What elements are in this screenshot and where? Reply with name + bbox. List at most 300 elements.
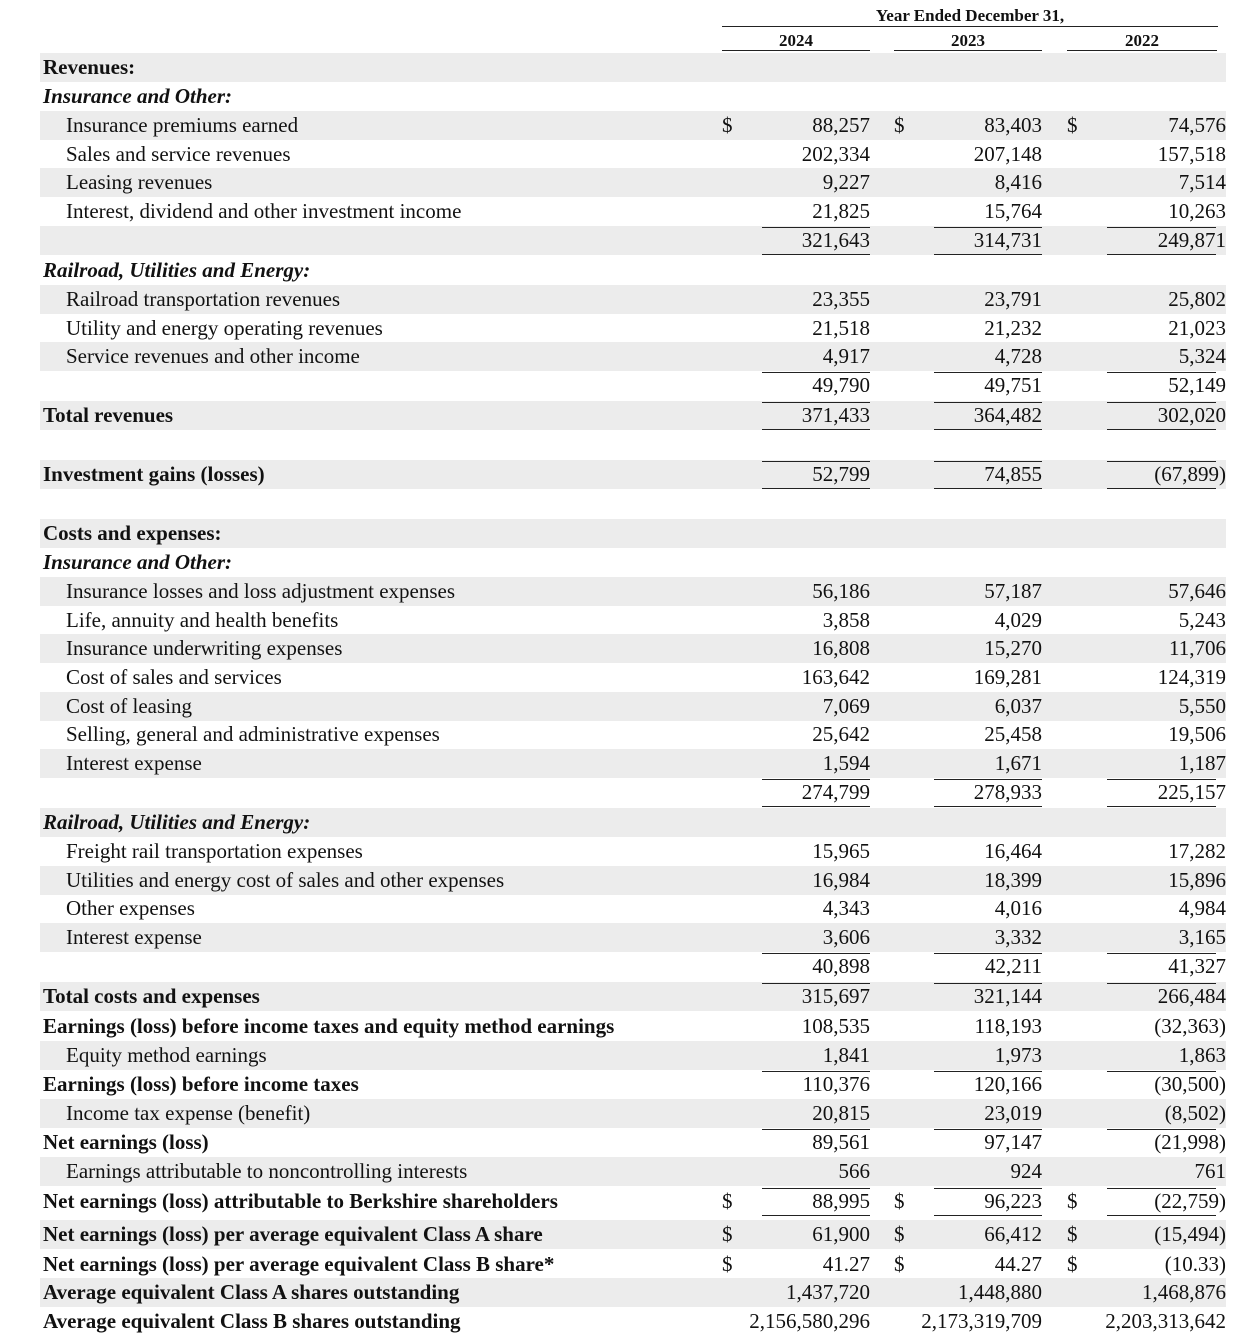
value-cell-2024 [722,256,870,285]
row-label: Life, annuity and health benefits [66,608,339,632]
rule-line [762,806,870,807]
row-value: 49,790 [812,373,870,397]
row-value: 315,697 [801,984,870,1008]
statement-row [40,1157,1226,1186]
value-cell-2024 [722,82,870,111]
statement-row [40,692,1226,721]
value-cell-2024 [722,490,870,519]
currency-symbol: $ [1067,113,1078,137]
value-cell-2023 [894,285,1042,314]
value-cell-2022 [1067,749,1226,778]
rule-line [762,461,870,462]
row-value: 18,399 [984,868,1042,892]
statement-row [40,952,1226,981]
row-value: 88,995 [812,1189,870,1213]
rule-line [762,372,870,373]
row-label: Costs and expenses: [43,521,222,545]
row-value: 4,917 [822,344,870,368]
row-value: 74,855 [984,462,1042,486]
value-cell-2023 [894,197,1042,226]
row-label: Insurance losses and loss adjustment expenses [66,579,456,603]
value-cell-2022 [1067,430,1226,459]
row-value: 21,518 [812,316,870,340]
row-value: 321,144 [973,984,1042,1008]
row-value: 16,984 [812,868,870,892]
value-cell-2022 [1067,285,1226,314]
row-value: 169,281 [973,665,1042,689]
statement-row [40,778,1226,807]
value-cell-2022 [1067,1070,1226,1099]
value-cell-2023 [894,634,1042,663]
value-cell-2023 [894,606,1042,635]
value-cell-2023 [894,256,1042,285]
row-value: 15,764 [984,199,1042,223]
value-cell-2023 [894,401,1042,430]
value-cell-2022 [1067,1157,1226,1186]
value-cell-2023 [894,490,1042,519]
row-value: 11,706 [1169,636,1226,660]
value-cell-2023 [894,226,1042,255]
value-cell-2024 [722,837,870,866]
value-cell-2022 [1067,1012,1226,1041]
value-cell-2022 [1067,720,1226,749]
rule-line [1107,488,1216,489]
row-value: 16,464 [984,839,1042,863]
row-value: (67,899) [1154,462,1226,486]
row-value: 5,243 [1178,608,1226,632]
currency-symbol: $ [1067,1189,1078,1213]
value-cell-2024 [722,1099,870,1128]
statement-row [40,1099,1226,1128]
value-cell-2024 [722,923,870,952]
rule-line [1107,461,1216,462]
statement-row [40,53,1226,82]
value-cell-2022 [1067,111,1226,140]
value-cell-2022 [1067,808,1226,837]
currency-symbol: $ [1067,1252,1078,1276]
rule-line [934,227,1042,228]
value-cell-2023 [894,1128,1042,1157]
value-cell-2024 [722,866,870,895]
statement-row [40,342,1226,371]
value-cell-2022 [1067,53,1226,82]
value-cell-2022 [1067,1187,1226,1216]
row-value: 249,871 [1157,228,1226,252]
row-label: Railroad transportation revenues [66,287,341,311]
value-cell-2024 [722,548,870,577]
value-cell-2022 [1067,256,1226,285]
rule-line [934,983,1042,984]
value-cell-2023 [894,519,1042,548]
value-cell-2024 [722,197,870,226]
row-value: 364,482 [973,403,1042,427]
row-label: Earnings (loss) before income taxes [43,1072,359,1096]
row-label: Average equivalent Class B shares outstanding [43,1309,461,1333]
period-header-rule [722,26,1218,27]
row-label: Insurance premiums earned [66,113,299,137]
row-value: 321,643 [801,228,870,252]
rule-line [934,488,1042,489]
rule-line [1107,806,1216,807]
value-cell-2023 [894,140,1042,169]
value-cell-2024 [722,634,870,663]
year-header-rule-2023 [894,50,1042,51]
row-label: Sales and service revenues [66,142,291,166]
value-cell-2024 [722,111,870,140]
rule-line [762,1215,870,1216]
row-label: Net earnings (loss) [43,1130,209,1154]
value-cell-2024 [722,1278,870,1307]
statement-row [40,460,1226,489]
row-value: 19,506 [1168,722,1226,746]
row-value: 1,437,720 [786,1280,870,1304]
rule-line [762,488,870,489]
row-value: 371,433 [801,403,870,427]
value-cell-2023 [894,1041,1042,1070]
year-header-rule-2022 [1067,50,1217,51]
value-cell-2023 [894,430,1042,459]
value-cell-2022 [1067,460,1226,489]
value-cell-2022 [1067,923,1226,952]
row-value: 1,468,876 [1142,1280,1226,1304]
value-cell-2023 [894,894,1042,923]
value-cell-2024 [722,314,870,343]
period-header: Year Ended December 31, [875,6,1065,25]
row-value: 207,148 [973,142,1042,166]
row-value: 4,343 [822,896,870,920]
statement-row [40,490,1226,519]
row-value: 1,671 [994,751,1042,775]
value-cell-2023 [894,1099,1042,1128]
rule-line [1107,402,1216,403]
row-value: 314,731 [973,228,1042,252]
row-value: 302,020 [1157,403,1226,427]
value-cell-2022 [1067,778,1226,807]
row-label: Cost of leasing [66,694,192,718]
row-label: Equity method earnings [66,1043,267,1067]
row-value: 57,187 [984,579,1042,603]
value-cell-2023 [894,53,1042,82]
value-cell-2024 [722,519,870,548]
rule-line [762,254,870,255]
value-cell-2023 [894,692,1042,721]
value-cell-2024 [722,460,870,489]
row-value: 88,257 [812,113,870,137]
row-value: 25,458 [984,722,1042,746]
value-cell-2024 [722,1128,870,1157]
row-label: Railroad, Utilities and Energy: [43,258,311,282]
statement-row [40,371,1226,400]
value-cell-2023 [894,460,1042,489]
value-cell-2024 [722,1157,870,1186]
currency-symbol: $ [722,1222,733,1246]
statement-row [40,111,1226,140]
value-cell-2024 [722,53,870,82]
row-value: (8,502) [1164,1101,1226,1125]
value-cell-2022 [1067,548,1226,577]
value-cell-2024 [722,226,870,255]
value-cell-2022 [1067,866,1226,895]
row-value: 3,332 [994,925,1042,949]
row-value: 20,815 [812,1101,870,1125]
row-label: Interest expense [66,751,202,775]
value-cell-2024 [722,140,870,169]
value-cell-2024 [722,1220,870,1249]
row-label: Interest, dividend and other investment income [66,199,462,223]
row-value: 23,791 [984,287,1042,311]
value-cell-2023 [894,866,1042,895]
row-label: Insurance and Other: [43,84,233,108]
statement-row [40,749,1226,778]
row-value: 15,965 [812,839,870,863]
value-cell-2023 [894,749,1042,778]
row-value: 1,841 [822,1043,870,1067]
row-value: 41,327 [1168,954,1226,978]
rule-line [762,779,870,780]
statement-row [40,923,1226,952]
value-cell-2023 [894,1307,1042,1336]
rule-line [934,372,1042,373]
year-header-2023: 2023 [951,31,985,50]
row-label: Utility and energy operating revenues [66,316,383,340]
value-cell-2023 [894,168,1042,197]
row-value: 41.27 [822,1252,870,1276]
row-value: 4,029 [994,608,1042,632]
value-cell-2023 [894,952,1042,981]
row-value: 1,187 [1178,751,1226,775]
rule-line [1107,227,1216,228]
statement-row [40,1220,1226,1249]
row-label: Railroad, Utilities and Energy: [43,810,311,834]
row-label: Net earnings (loss) attributable to Berkshire shareholders [43,1189,558,1213]
statement-row [40,720,1226,749]
value-cell-2023 [894,82,1042,111]
row-value: 761 [1194,1159,1226,1183]
row-value: 1,973 [994,1043,1042,1067]
row-value: 2,173,319,709 [921,1309,1042,1333]
statement-row [40,634,1226,663]
rule-line [762,953,870,954]
rule-line [762,227,870,228]
row-value: 274,799 [801,780,870,804]
value-cell-2023 [894,1250,1042,1279]
value-cell-2024 [722,1307,870,1336]
currency-symbol: $ [894,1189,905,1213]
row-value: (32,363) [1154,1014,1226,1038]
rule-line [934,779,1042,780]
value-cell-2023 [894,1012,1042,1041]
row-value: (21,998) [1154,1130,1226,1154]
value-cell-2022 [1067,197,1226,226]
value-cell-2023 [894,111,1042,140]
row-value: 66,412 [984,1222,1042,1246]
statement-row [40,314,1226,343]
value-cell-2023 [894,314,1042,343]
row-value: 2,203,313,642 [1105,1309,1226,1333]
statement-row [40,548,1226,577]
value-cell-2024 [722,982,870,1011]
rule-line [934,1071,1042,1072]
row-label: Selling, general and administrative expenses [66,722,440,746]
value-cell-2024 [722,894,870,923]
year-header-rule-2024 [722,50,870,51]
value-cell-2024 [722,692,870,721]
row-value: 23,019 [984,1101,1042,1125]
row-value: 17,282 [1168,839,1226,863]
statement-row [40,837,1226,866]
row-value: (15,494) [1154,1222,1226,1246]
currency-symbol: $ [722,113,733,137]
value-cell-2023 [894,837,1042,866]
statement-row [40,168,1226,197]
row-value: 1,594 [822,751,870,775]
row-value: 278,933 [973,780,1042,804]
rule-line [934,1188,1042,1189]
row-label: Earnings attributable to noncontrolling interests [66,1159,468,1183]
value-cell-2024 [722,285,870,314]
row-value: 7,514 [1178,170,1226,194]
row-label: Utilities and energy cost of sales and other expenses [66,868,505,892]
row-value: 4,016 [994,896,1042,920]
row-value: 3,858 [822,608,870,632]
row-label: Total revenues [43,403,174,427]
row-label: Net earnings (loss) per average equivalent Class A share [43,1222,543,1246]
value-cell-2024 [722,952,870,981]
statement-row [40,430,1226,459]
row-value: 52,799 [812,462,870,486]
currency-symbol: $ [722,1252,733,1276]
row-value: 83,403 [984,113,1042,137]
value-cell-2022 [1067,894,1226,923]
statement-row [40,1250,1226,1279]
rule-line [1107,372,1216,373]
statement-row [40,82,1226,111]
row-value: 7,069 [822,694,870,718]
value-cell-2024 [722,749,870,778]
value-cell-2024 [722,342,870,371]
statement-row [40,1041,1226,1070]
statement-row [40,1307,1226,1336]
statement-row [40,197,1226,226]
row-label: Income tax expense (benefit) [66,1101,311,1125]
statement-row [40,982,1226,1011]
value-cell-2022 [1067,1220,1226,1249]
row-value: 49,751 [984,373,1042,397]
rule-line [762,1129,870,1130]
row-label: Earnings (loss) before income taxes and equity method earnings [43,1014,615,1038]
statement-row [40,140,1226,169]
row-value: 10,263 [1168,199,1226,223]
value-cell-2023 [894,548,1042,577]
value-cell-2023 [894,1187,1042,1216]
value-cell-2024 [722,168,870,197]
row-value: 21,023 [1168,316,1226,340]
value-cell-2022 [1067,314,1226,343]
row-value: 57,646 [1168,579,1226,603]
row-value: 4,728 [994,344,1042,368]
value-cell-2022 [1067,140,1226,169]
row-value: 163,642 [801,665,870,689]
rule-line [762,983,870,984]
row-value: 8,416 [994,170,1042,194]
statement-row [40,606,1226,635]
value-cell-2022 [1067,982,1226,1011]
value-cell-2022 [1067,1099,1226,1128]
value-cell-2024 [722,720,870,749]
row-value: (10.33) [1164,1252,1226,1276]
value-cell-2024 [722,663,870,692]
value-cell-2022 [1067,952,1226,981]
row-value: 3,165 [1178,925,1226,949]
row-value: 42,211 [985,954,1042,978]
rule-line [1107,1188,1216,1189]
row-value: 5,324 [1178,344,1226,368]
value-cell-2023 [894,342,1042,371]
row-value: (30,500) [1154,1072,1226,1096]
row-value: 118,193 [974,1014,1042,1038]
statement-row [40,519,1226,548]
row-value: 15,270 [984,636,1042,660]
rule-line [762,1071,870,1072]
value-cell-2023 [894,1220,1042,1249]
year-header-2022: 2022 [1125,31,1159,50]
row-value: 25,642 [812,722,870,746]
value-cell-2024 [722,606,870,635]
row-value: 25,802 [1168,287,1226,311]
row-value: 6,037 [994,694,1042,718]
statement-row [40,1278,1226,1307]
rule-line [1107,953,1216,954]
row-value: 74,576 [1168,113,1226,137]
rule-line [1107,779,1216,780]
row-value: 9,227 [822,170,870,194]
statement-row [40,808,1226,837]
row-value: 108,535 [801,1014,870,1038]
value-cell-2023 [894,720,1042,749]
value-cell-2022 [1067,168,1226,197]
row-value: 97,147 [984,1130,1042,1154]
row-value: 266,484 [1157,984,1226,1008]
value-cell-2023 [894,577,1042,606]
value-cell-2022 [1067,1041,1226,1070]
rule-line [934,1215,1042,1216]
value-cell-2022 [1067,837,1226,866]
currency-symbol: $ [894,113,905,137]
row-value: 3,606 [822,925,870,949]
row-label: Revenues: [43,55,136,79]
value-cell-2023 [894,982,1042,1011]
rule-line [1107,254,1216,255]
statement-row [40,866,1226,895]
value-cell-2024 [722,1250,870,1279]
statement-row [40,577,1226,606]
year-header-2024: 2024 [779,31,813,50]
statement-row [40,1012,1226,1041]
rule-line [934,461,1042,462]
row-value: 15,896 [1168,868,1226,892]
rule-line [1107,1129,1216,1130]
row-value: 157,518 [1157,142,1226,166]
row-label: Leasing revenues [66,170,213,194]
statement-row [40,226,1226,255]
row-value: 566 [838,1159,870,1183]
row-value: (22,759) [1154,1189,1226,1213]
value-cell-2022 [1067,1307,1226,1336]
statement-row [40,1070,1226,1099]
value-cell-2022 [1067,226,1226,255]
row-label: Average equivalent Class A shares outstanding [43,1280,460,1304]
row-value: 56,186 [812,579,870,603]
